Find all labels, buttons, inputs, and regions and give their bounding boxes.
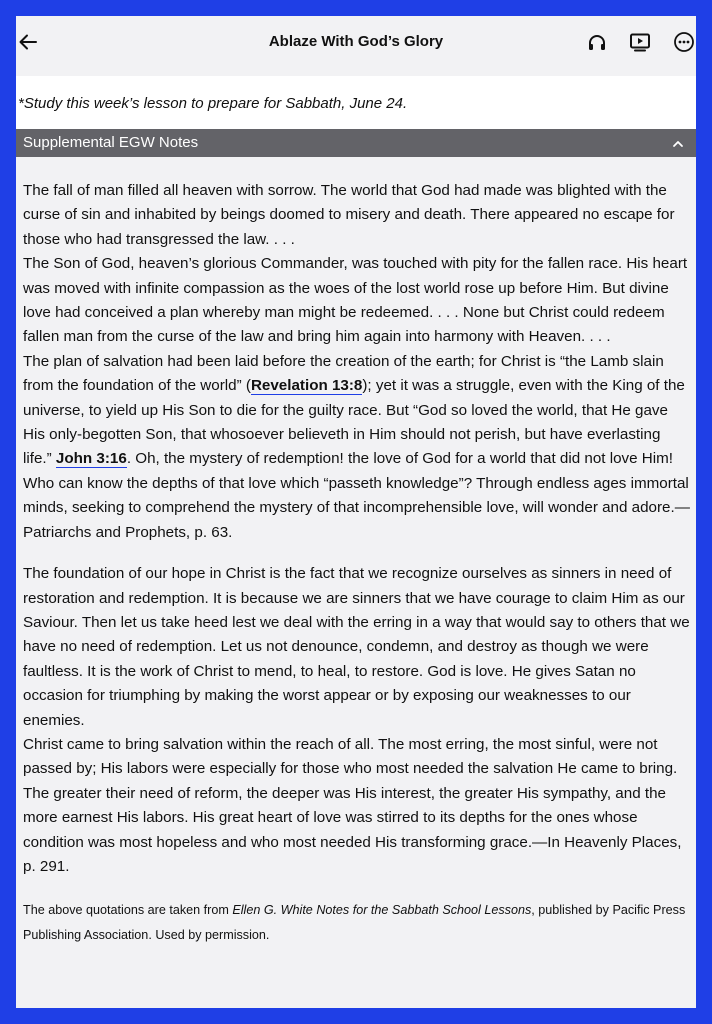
more-options-icon[interactable] xyxy=(672,30,696,54)
app-window xyxy=(16,16,696,1008)
paragraph: The foundation of our hope in Christ is the fact that we recognize ourselves as sinners in need of restoration and redemption. It is because we are sinners that we have courage to claim Him as our Saviour. Then let us take heed lest we deal with the erring in a way that would say to others that we have no need of redemption. Let us not denounce, condemn, and destroy as though we were faultless. It is the work of Christ to mend, to heal, to restore. God is love. He gives Satan no occasion for triumphing by making the worst appear or by exposing our weaknesses to our enemies. xyxy=(23,565,690,729)
page-title: Ablaze With God’s Glory xyxy=(268,33,444,50)
paragraph-text: The plan of salvation had been laid before the creation of the earth; for Christ is “the Lamb slain from the foundation of the world” ( xyxy=(23,352,664,395)
paragraph-text: . Oh, the mystery of redemption! the love of God for a world that did not love Him! Who can know the depths of that love which “passeth knowledge”? Through endless ages immortal minds, seeking to comprehend the mystery of that incomprehensible love, will wonder and adore.—Patriarchs and Prophets, p. 63. xyxy=(23,450,690,541)
supplemental-notes-header[interactable] xyxy=(16,129,696,157)
back-arrow-icon[interactable] xyxy=(16,30,40,54)
attribution-text: , published by Pacific Press Publishing Association. Used by permission. xyxy=(23,903,686,943)
lesson-intro xyxy=(16,76,696,137)
paragraph: Christ came to bring salvation within the reach of all. The most erring, the most sinful, were not passed by; His labors were especially for those who most needed the salvation He came to bring. The greater their need of reform, the deeper was His interest, the greater His sympathy, and the more earnest His labors. His great heart of love was stirred to its depths for the ones whose condition was most hopeless and who most needed His transforming grace.—In Heavenly Places, p. 291. xyxy=(23,735,682,875)
paragraph: The fall of man filled all heaven with sorrow. The world that God had made was blighted with the curse of sin and inhabited by beings doomed to misery and death. There appeared no escape for those who had transgressed the law. . . . xyxy=(23,182,675,248)
book-title: Ellen G. White Notes for the Sabbath School Lessons xyxy=(232,903,532,918)
paragraph xyxy=(23,350,691,545)
attribution-text: The above quotations are taken from xyxy=(23,903,233,918)
top-bar xyxy=(16,16,696,68)
section-label: Supplemental EGW Notes xyxy=(23,134,199,151)
video-play-icon[interactable] xyxy=(628,30,652,54)
attribution-note xyxy=(23,898,691,948)
scripture-link-revelation[interactable]: Revelation 13:8 xyxy=(250,377,363,395)
notes-content xyxy=(23,179,691,948)
scripture-link-john[interactable]: John 3:16 xyxy=(55,450,127,468)
intro-text: *Study this week’s lesson to prepare for Sabbath, June 24. xyxy=(18,95,408,112)
chevron-up-icon[interactable] xyxy=(672,137,684,149)
paragraph: The Son of God, heaven’s glorious Commander, was touched with pity for the fallen race. His heart was moved with infinite compassion as the woes of the lost world rose up before Him. But divine love had conceived a plan whereby man might be redeemed. . . . None but Christ could redeem fallen man from the curse of the law and bring him again into harmony with Heaven. . . . xyxy=(23,255,688,346)
paragraph-text: ); yet it was a struggle, even with the King of the universe, to yield up His Son to die for the guilty race. But “God so loved the world, that He gave His only-begotten Son, that whosoever believeth in Him should not perish, but have everlasting life.” xyxy=(23,377,685,468)
headphones-icon[interactable] xyxy=(585,30,609,54)
